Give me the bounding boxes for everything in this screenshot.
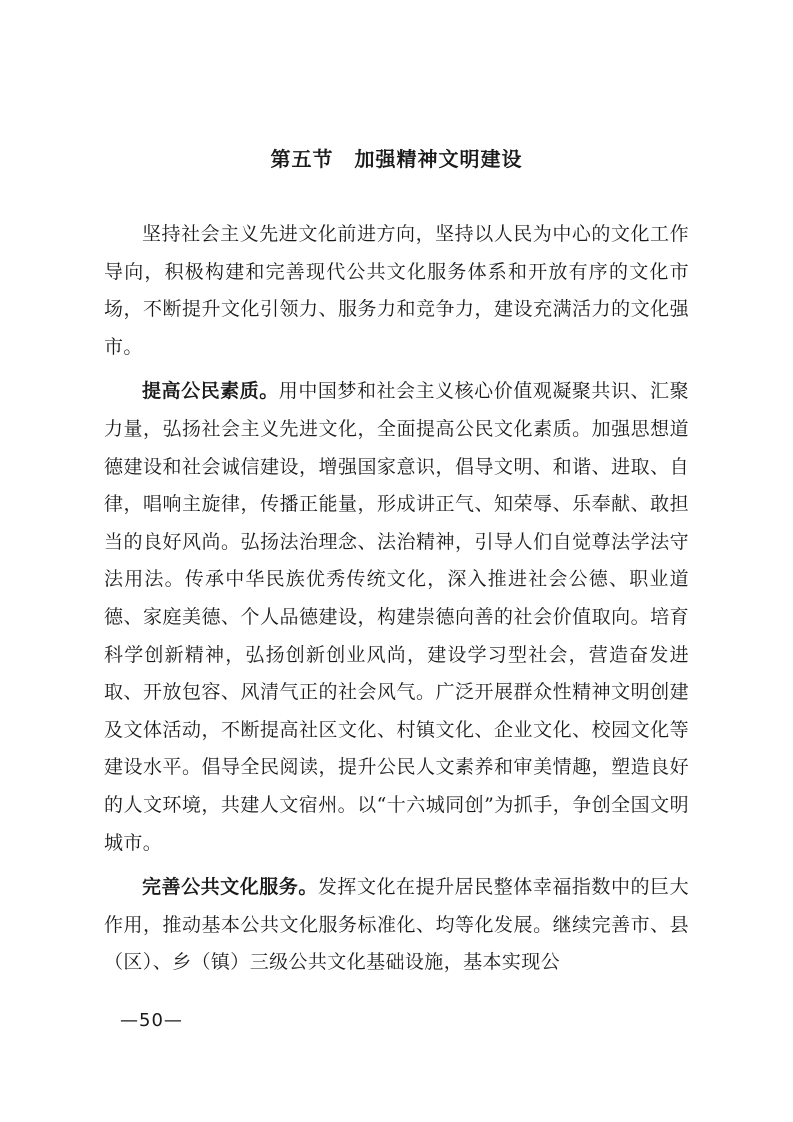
page-number: —50— <box>120 1010 183 1031</box>
paragraph-public-culture <box>104 869 689 982</box>
paragraph-civic-quality <box>104 373 689 862</box>
paragraph-text: 用中国梦和社会主义核心价值观凝聚共识、汇聚力量，弘扬社会主义先进文化，全面提高公民文化素质。加强思想道德建设和社会诚信建设，增强国家意识，倡导文明、和谐、进取、自律，唱响主旋律，传播正能量，形成讲正气、知荣辱、乐奉献、敢担当的良好风尚。弘扬法治理念、法治精神，引导人们自觉尊法学法守法用法。传承中华民族优秀传统文化，深入推进社会公德、职业道德、家庭美德、个人品德建设，构建崇德向善的社会价值取向。培育科学创新精神，弘扬创新创业风尚，建设学习型社会，营造奋发进取、开放包容、风清气正的社会风气。广泛开展群众性精神文明创建及文体活动，不断提高社区文化、村镇文化、企业文化、校园文化等建设水平。倡导全民阅读，提升公民人文素养和审美情趣，塑造良好的人文环境，共建人文宿州。以“十六城同创”为抓手，争创全国文明城市。 <box>104 380 689 854</box>
paragraph-text: 坚持社会主义先进文化前进方向，坚持以人民为中心的文化工作导向，积极构建和完善现代公共文化服务体系和开放有序的文化市场，不断提升文化引领力、服务力和竞争力，建设充满活力的文化强市。 <box>104 223 689 358</box>
paragraph-text: 发挥文化在提升居民整体幸福指数中的巨大作用，推动基本公共文化服务标准化、均等化发展。继续完善市、县（区）、乡（镇）三级公共文化基础设施，基本实现公 <box>104 876 689 974</box>
body-text <box>104 216 689 989</box>
paragraph-lead: 完善公共文化服务。 <box>142 876 318 899</box>
section-title: 第五节 加强精神文明建设 <box>270 147 523 171</box>
paragraph-lead: 提高公民素质。 <box>142 380 279 403</box>
paragraph-intro <box>104 216 689 366</box>
